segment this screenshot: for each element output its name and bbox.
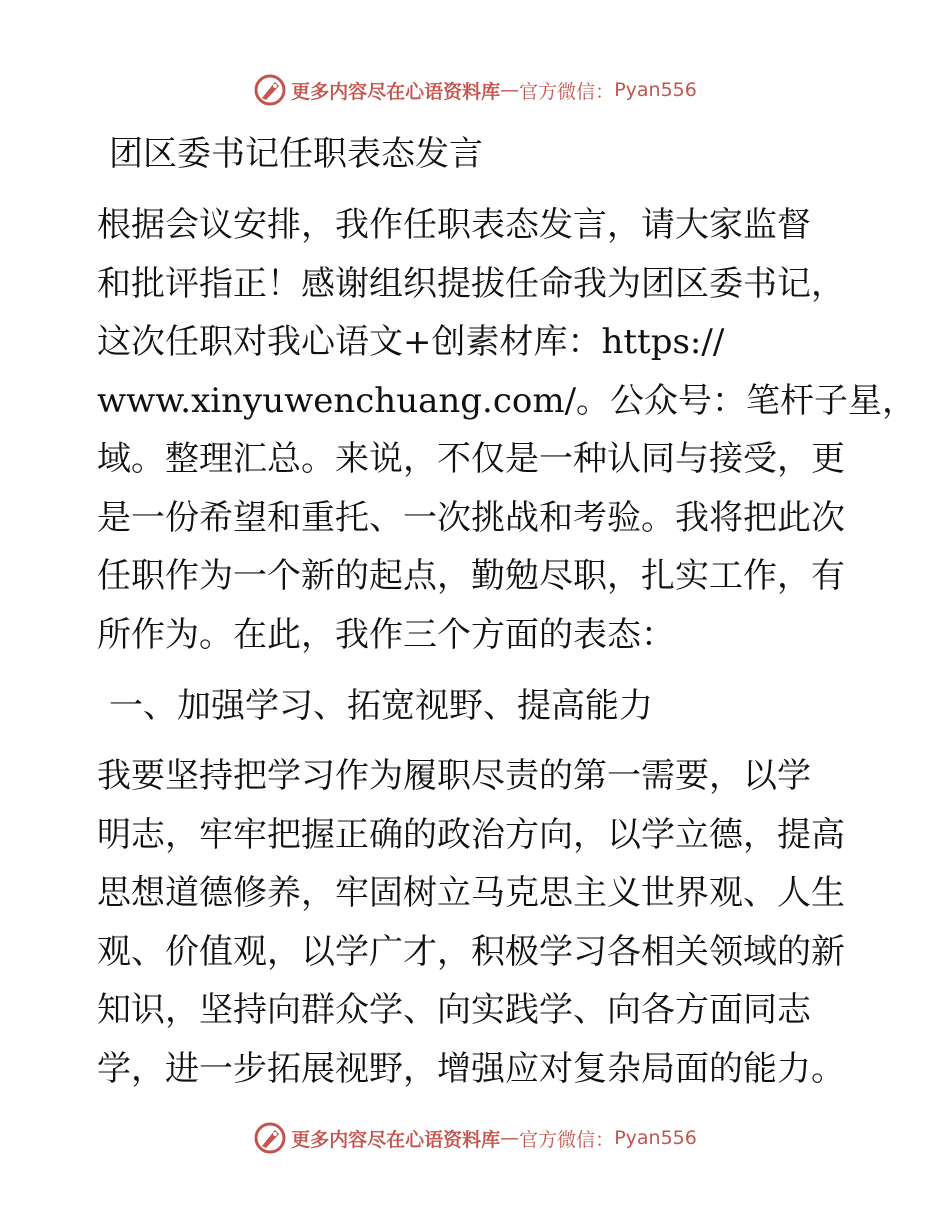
watermark-dash: — bbox=[500, 1127, 520, 1149]
watermark-official-label: 官方微信： bbox=[519, 1128, 615, 1151]
footer-watermark bbox=[0, 1118, 950, 1158]
paragraph-2 bbox=[97, 747, 857, 1098]
paragraph-line: 学，进一步拓展视野，增强应对复杂局面的能力。 bbox=[97, 1048, 845, 1089]
section-heading-1: 一、加强学习、拓宽视野、提高能力 bbox=[109, 686, 653, 726]
document-body bbox=[97, 125, 917, 1098]
paragraph-line: 知识，坚持向群众学、向实践学、向各方面同志 bbox=[97, 990, 811, 1030]
paragraph-line: 所作为。在此，我作三个方面的表态： bbox=[97, 614, 675, 655]
paragraph-line: www.xinyuwenchuang.com/。公众号：笔杆子星， bbox=[97, 380, 917, 421]
pen-nib-logo-icon bbox=[253, 1121, 287, 1155]
watermark-wechat-id: Pyan556 bbox=[614, 1127, 697, 1149]
watermark-official-label: 官方微信： bbox=[519, 80, 615, 103]
paragraph-line: 明志，牢牢把握正确的政治方向，以学立德，提高 bbox=[97, 814, 845, 855]
watermark-brand-text: 更多内容尽在心语资料库 bbox=[291, 80, 501, 103]
paragraph-line: 和批评指正！感谢组织提拔任命我为团区委书记， bbox=[97, 263, 845, 304]
watermark-wechat-id: Pyan556 bbox=[614, 79, 697, 101]
paragraph-line: 思想道德修养，牢固树立马克思主义世界观、人生 bbox=[97, 873, 845, 913]
watermark-dash: — bbox=[500, 79, 520, 101]
watermark-brand-text: 更多内容尽在心语资料库 bbox=[291, 1128, 501, 1151]
header-watermark bbox=[0, 70, 950, 110]
paragraph-line: 观、价值观，以学广才，积极学习各相关领域的新 bbox=[97, 931, 845, 972]
paragraph-line: 域。整理汇总。来说，不仅是一种认同与接受，更 bbox=[97, 439, 845, 479]
paragraph-line: 任职作为一个新的起点，勤勉尽职，扎实工作，有 bbox=[97, 556, 845, 596]
pen-nib-logo-icon bbox=[253, 73, 287, 107]
paragraph-1 bbox=[97, 196, 917, 664]
paragraph-line: 根据会议安排，我作任职表态发言，请大家监督 bbox=[97, 205, 811, 245]
paragraph-line: 这次任职对我心语文+创素材库：https:// bbox=[97, 322, 725, 362]
document-title: 团区委书记任职表态发言 bbox=[109, 134, 483, 174]
paragraph-line: 我要坚持把学习作为履职尽责的第一需要，以学 bbox=[97, 756, 811, 796]
paragraph-line: 是一份希望和重托、一次挑战和考验。我将把此次 bbox=[97, 497, 845, 538]
